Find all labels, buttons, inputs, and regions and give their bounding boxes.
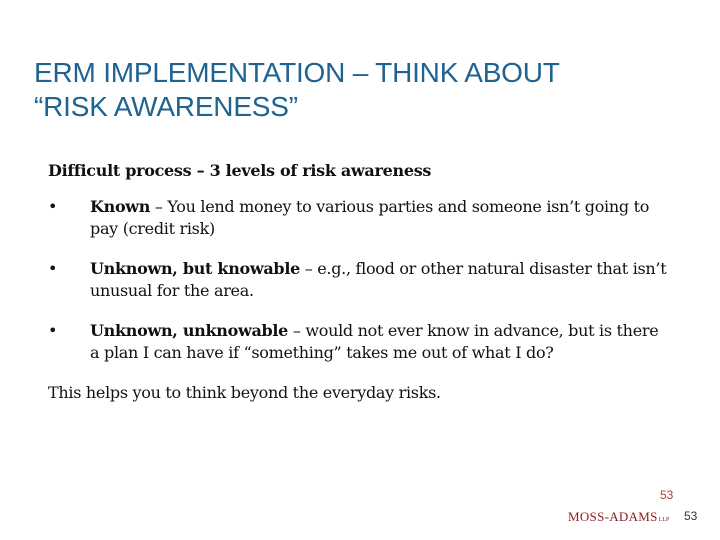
bullet-term: Known [90, 197, 151, 216]
bullet-term: Unknown, but knowable [90, 259, 300, 278]
bullet-unknown-knowable [48, 258, 668, 302]
bullet-unknown-unknowable [48, 320, 668, 364]
slide-body [48, 160, 668, 404]
bullet-text: – You lend money to various parties and someone isn’t going to pay (credit risk) [90, 197, 650, 238]
bullet-known [48, 196, 668, 240]
bullet-icon: • [48, 197, 58, 216]
bullet-text: – would not ever know in advance, but is there a plan I can have if “something” takes me out of what I do? [90, 321, 659, 362]
page-number-top: 53 [660, 488, 674, 502]
moss-adams-logo [568, 509, 669, 525]
risk-awareness-list [48, 196, 668, 364]
page-number-bottom: 53 [684, 509, 698, 523]
logo-suffix: LLP [658, 517, 670, 523]
slide-title-line-2: “RISK AWARENESS” [34, 91, 298, 122]
bullet-term: Unknown, unknowable [90, 321, 289, 340]
logo-text: MOSS-ADAMS [568, 509, 658, 524]
slide-title [34, 56, 694, 124]
slide-title-line-1: ERM IMPLEMENTATION – THINK ABOUT [34, 57, 560, 88]
bullet-text: – e.g., flood or other natural disaster that isn’t unusual for the area. [90, 259, 667, 300]
bullet-icon: • [48, 321, 58, 340]
bullet-icon: • [48, 259, 58, 278]
intro-heading: Difficult process – 3 levels of risk awareness [48, 161, 432, 180]
closing-statement: This helps you to think beyond the everyday risks. [48, 383, 441, 402]
